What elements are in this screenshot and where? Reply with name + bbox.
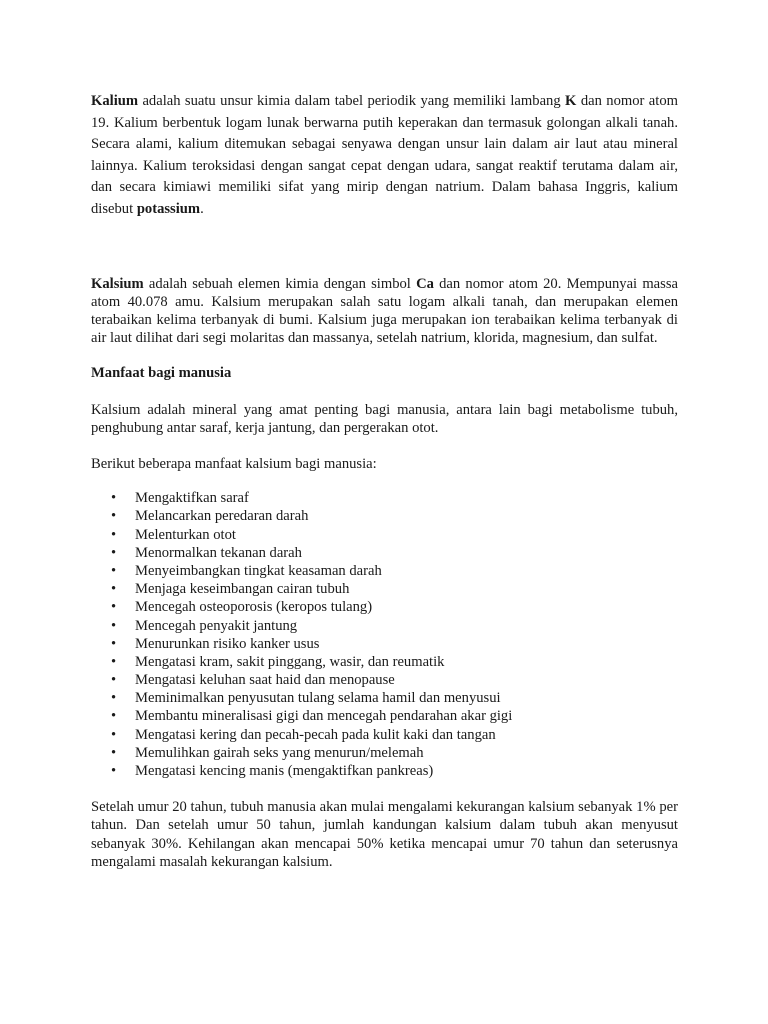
list-item [91, 653, 678, 671]
list-item-text: Mencegah osteoporosis (keropos tulang) [135, 599, 373, 616]
bullet-icon: • [111, 544, 117, 561]
list-item-text: Mengaktifkan saraf [135, 490, 249, 507]
kalsium-symbol: Ca [416, 275, 434, 292]
list-item [91, 689, 678, 707]
list-item-text: Memulihkan gairah seks yang menurun/melemah [135, 744, 424, 761]
bullet-icon: • [111, 744, 117, 761]
kalium-term: Kalium [91, 93, 139, 109]
kalsium-term: Kalsium [91, 275, 144, 292]
document-body [91, 91, 678, 871]
kalium-text-3: . [200, 200, 204, 217]
bullet-icon: • [111, 672, 117, 689]
list-item-text: Melenturkan otot [135, 526, 236, 543]
kalsium-text-2: dan nomor atom 20. Mempunyai massa atom 40.078 amu. Kalsium merupakan salah satu logam alkali tanah, dan merupakan elemen terabaikan kelima terbanyak di bumi. Kalsium juga merupakan ion terabaikan kelima terbanyak di air laut dilihat dari segi molaritas dan massanya, setelah natrium, klorida, magnesium, dan sulfat. [91, 275, 678, 347]
list-item [91, 744, 678, 762]
kalium-text-1: adalah suatu unsur kimia dalam tabel periodik yang memiliki lambang [138, 93, 566, 109]
bullet-icon: • [111, 763, 117, 779]
closing-paragraph: Setelah umur 20 tahun, tubuh manusia akan mulai mengalami kekurangan kalsium sebanyak 1% per tahun. Dan setelah umur 50 tahun, jumlah kandungan kalsium dalam tubuh akan menyusut sebanyak 30%. Kehilangan akan mencapai 50% ketika mencapai umur 70 tahun dan seterusnya mengalami masalah kekurangan kalsium. [91, 799, 678, 870]
kalsium-text-1: adalah sebuah elemen kimia dengan simbol [143, 275, 417, 292]
list-item-text: Menjaga keseimbangan cairan tubuh [135, 581, 350, 598]
list-item [91, 562, 678, 580]
bullet-icon: • [111, 690, 117, 707]
bullet-icon: • [111, 508, 117, 525]
list-item-text: Melancarkan peredaran darah [135, 508, 309, 525]
list-item [91, 726, 678, 744]
bullet-icon: • [111, 581, 117, 598]
bullet-icon: • [111, 653, 117, 670]
list-item [91, 489, 678, 507]
bullet-icon: • [111, 708, 117, 725]
bullet-icon: • [111, 617, 117, 634]
list-item-text: Mengatasi kering dan pecah-pecah pada kulit kaki dan tangan [135, 726, 496, 743]
list-item [91, 526, 678, 544]
list-item [91, 762, 678, 780]
list-item [91, 598, 678, 616]
bullet-icon: • [111, 526, 117, 543]
list-item [91, 617, 678, 635]
bullet-icon: • [111, 562, 117, 579]
kalium-paragraph [91, 91, 678, 221]
list-item-text: Membantu mineralisasi gigi dan mencegah pendarahan akar gigi [135, 708, 513, 725]
list-intro-paragraph: Berikut beberapa manfaat kalsium bagi manusia: [91, 455, 377, 472]
bullet-icon: • [111, 635, 117, 652]
list-item [91, 544, 678, 562]
list-item [91, 580, 678, 598]
bullet-icon: • [111, 726, 117, 743]
list-item [91, 507, 678, 525]
kalium-symbol: K [565, 93, 577, 109]
benefits-intro-paragraph: Kalsium adalah mineral yang amat penting bagi manusia, antara lain bagi metabolisme tubuh, penghubung antar saraf, kerja jantung, dan pergerakan otot. [91, 401, 678, 436]
benefits-heading: Manfaat bagi manusia [91, 365, 232, 382]
kalsium-paragraph [91, 275, 678, 348]
list-item [91, 707, 678, 725]
list-item [91, 635, 678, 653]
list-item-text: Menurunkan risiko kanker usus [135, 635, 320, 652]
list-item-text: Menyeimbangkan tingkat keasaman darah [135, 562, 382, 579]
list-item-text: Meminimalkan penyusutan tulang selama hamil dan menyusui [135, 690, 501, 707]
benefits-list [91, 489, 678, 780]
kalium-text-2: dan nomor atom 19. Kalium berbentuk logam lunak berwarna putih keperakan dan termasuk golongan alkali tanah. Secara alami, kalium ditemukan sebagai senyawa dengan unsur lain dalam air laut atau mineral lainnya. Kalium teroksidasi dengan sangat cepat dengan udara, sangat reaktif terutama dalam air, dan secara kimiawi memiliki sifat yang mirip dengan natrium. Dalam bahasa Inggris, kalium disebut [91, 93, 678, 217]
list-item-text: Menormalkan tekanan darah [135, 544, 302, 561]
bullet-icon: • [111, 599, 117, 616]
kalium-english-name: potassium [136, 200, 201, 217]
bullet-icon: • [111, 490, 117, 507]
list-item-text: Mengatasi keluhan saat haid dan menopause [135, 672, 395, 689]
list-item-text: Mengatasi kencing manis (mengaktifkan pankreas) [135, 763, 434, 779]
list-item-text: Mencegah penyakit jantung [135, 617, 298, 634]
list-item-text: Mengatasi kram, sakit pinggang, wasir, dan reumatik [135, 653, 445, 670]
list-item [91, 671, 678, 689]
